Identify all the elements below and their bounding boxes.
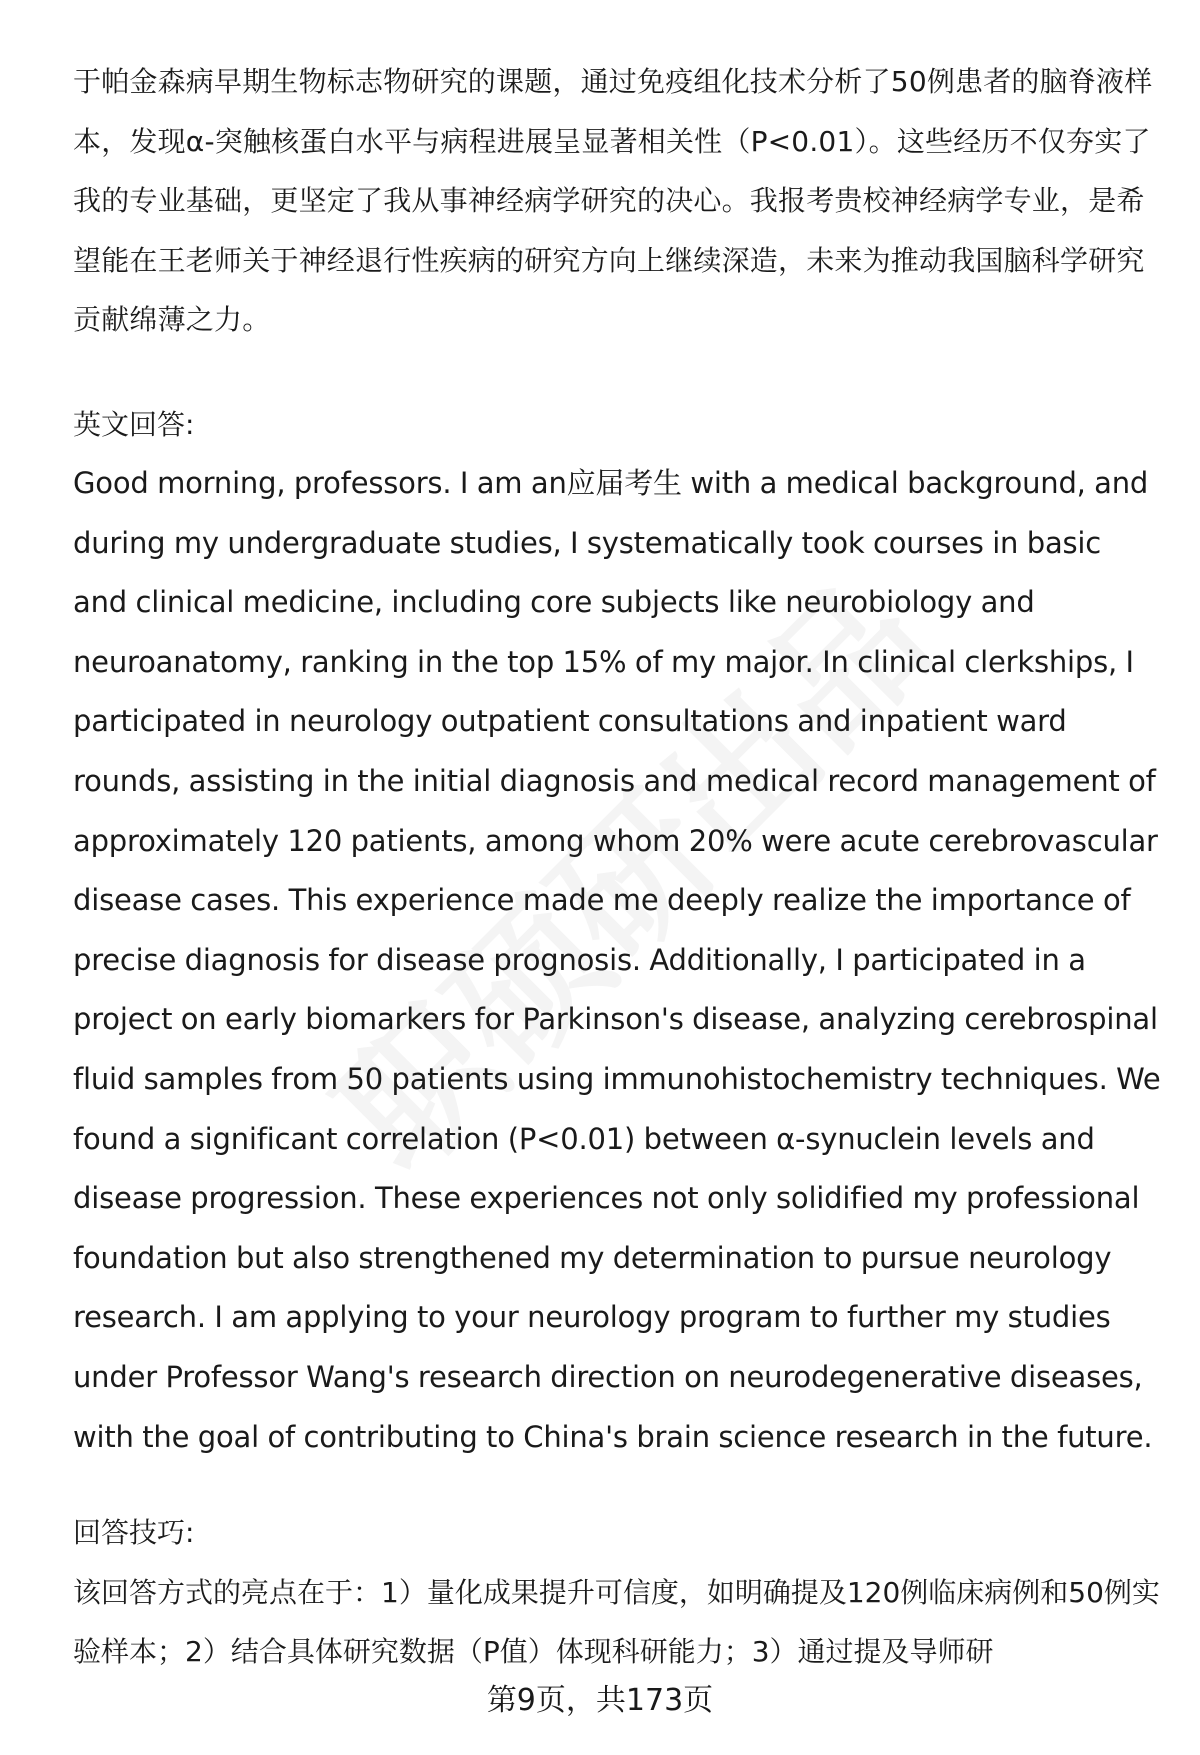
english-answer-label: 英文回答: <box>73 407 195 441</box>
tips-paragraph: 该回答方式的亮点在于：1）量化成果提升可信度，如明确提及120例临床病例和50例实验样本；2）结合具体研究数据（P值）体现科研能力；3）通过提及导师研 <box>73 1575 1160 1669</box>
intro-paragraph: 于帕金森病早期生物标志物研究的课题，通过免疫组化技术分析了50例患者的脑脊液样本，发现α-突触核蛋白水平与病程进展呈显著相关性（P<0.01）。这些经历不仅夯实了我的专业基础，更坚定了我从事神经病学研究的决心。我报考贵校神经病学专业，是希望能在王老师关于神经退行性疾病的研究方向上继续深造，未来为推动我国脑科学研究贡献绵薄之力。 <box>73 65 1153 336</box>
tips-label: 回答技巧: <box>73 1516 195 1550</box>
page-indicator: 第9页，共173页 <box>486 1683 714 1718</box>
document-content <box>73 52 1163 1682</box>
english-answer-paragraph: Good morning, professors. I am an应届考生 with a medical background, and during my undergraduate studies, I systematically took courses in basic and clinical medicine, including core subjects like neurobiology and neuroanatomy, ranking in the top 15% of my major. In clinical clerkships, I participated in neurology outpatient consultations and inpatient ward rounds, assisting in the initial diagnosis and medical record management of approximately 120 patients, among whom 20% were acute cerebrovascular disease cases. This experience made me deeply realize the importance of precise diagnosis for disease prognosis. Additionally, I participated in a project on early biomarkers for Parkinson's disease, analyzing cerebrospinal fluid samples from 50 patients using immunohistochemistry techniques. We found a significant correlation (P<0.01) between α-synuclein levels and disease progression. These experiences not only solidified my professional foundation but also strengthened my determination to pursue neurology research. I am applying to your neurology program to further my studies under Professor Wang's research direction on neurodegenerative diseases, with the goal of contributing to China's brain science research in the future. <box>73 466 1161 1454</box>
